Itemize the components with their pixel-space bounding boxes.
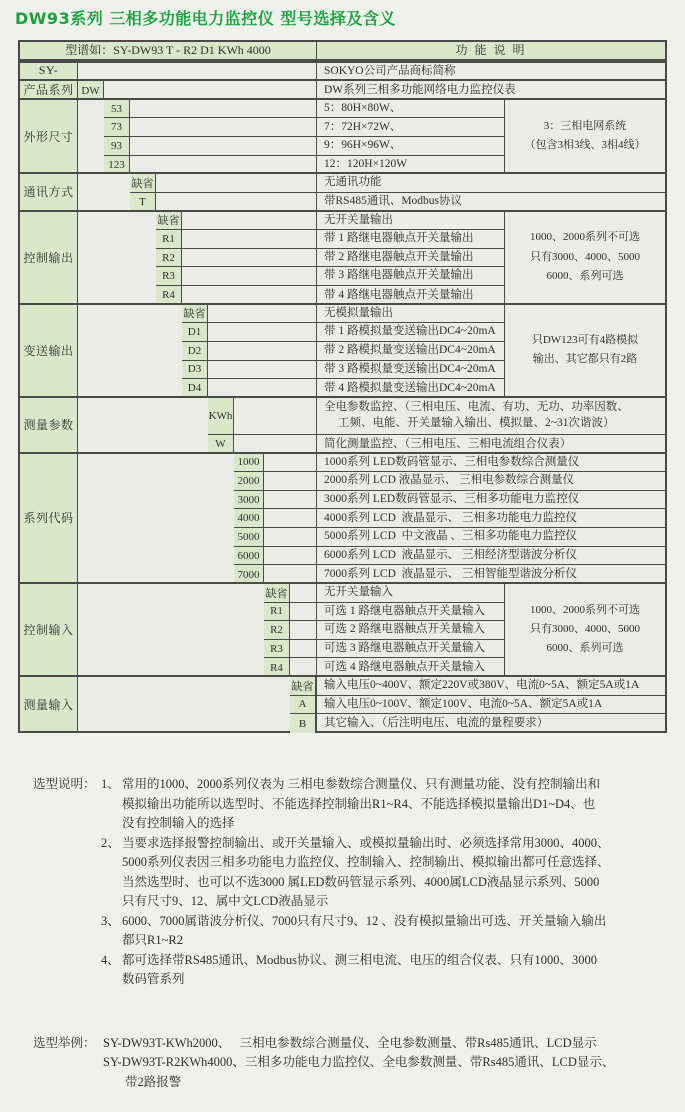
bottom-text-block [33,736,678,1112]
section-label: 系列代码 [20,454,78,582]
note-text-line: 常用的1000、2000系列仪表为 三相电参数综合测量仪、只有测量功能、没有控制输出和 [122,777,601,791]
note-item-lines [122,775,600,834]
cell-code: D3 [182,361,208,379]
desc-line: 带RS485通讯、Modbus协议 [324,195,463,208]
section-label: 测量输入 [20,677,78,731]
note-line: 1000、2000系列不可选 [530,231,640,244]
cell-desc [316,361,504,379]
cell-desc [316,323,504,341]
selection-examples [33,1034,678,1093]
section-note [504,100,665,172]
table-row [290,714,665,733]
note-text-line: 都只R1~R2 [122,933,183,947]
note-item-number: 2、 [101,835,120,850]
cell-code: 73 [104,118,130,136]
cell-code: 缺省 [130,174,156,192]
note-line: 1000、2000系列不可选 [530,603,640,616]
desc-line: 带 2 路模拟量变送输出DC4~20mA [324,343,496,356]
cell-code: B [290,714,316,733]
note-line: 输出、其它都只有2路 [532,353,638,366]
cell-code: R1 [264,603,290,621]
section-product-series [20,79,665,98]
section-measure-params [20,396,665,452]
note-line: 只DW123可有4路模拟 [531,333,639,346]
note-item [101,775,610,834]
table-row [290,696,665,715]
left-filler [78,677,290,731]
table-row [264,621,504,640]
table-row [264,584,504,603]
cell-code: 7000 [234,565,264,584]
table-row [156,249,504,268]
desc-line: 无通讯功能 [324,176,382,189]
cell-gap [290,603,316,621]
cell-code: 123 [104,156,130,175]
section-control-input [20,582,665,675]
section-label: SY- [20,63,78,80]
cell-desc [316,454,665,472]
table-row [264,640,504,659]
note-item [101,912,610,951]
cell-gap [264,509,316,527]
table-row [234,509,665,528]
note-item [101,951,610,990]
cell-desc [316,342,504,360]
section-analog-output [20,303,665,396]
cell-code: R2 [156,249,182,267]
cell-desc [316,472,665,490]
cell-desc [316,584,504,602]
note-text-line: 当然选型时、也可以不选3000 属LED数码管显示系列、4000属LCD液晶显示系列、5000 [122,874,600,889]
table-row [208,398,665,435]
note-line: 只有3000、4000、5000 [530,622,640,635]
cell-code: A [290,696,316,714]
left-filler [78,398,208,452]
table-row [182,342,504,361]
cell-gap [130,137,316,155]
notes-items [101,775,610,990]
cell-gap [208,305,316,323]
section-label: 产品系列 [20,81,78,98]
cell-code: R2 [264,621,290,639]
desc-line: 7：72H×72W、 [324,120,402,133]
cell-code: 1000 [234,454,264,472]
left-filler [78,100,104,172]
desc-line: 输入电压0~100V、额定100V、电流0~5A、额定5A或1A [324,697,603,710]
note-text-line: 模拟输出功能所以选型时、不能选择控制输出R1~R4、不能选择模拟量输出D1~D4、也 [122,796,596,811]
table-row [234,491,665,510]
left-filler [78,584,264,675]
cell-code: R4 [156,286,182,305]
table-row [290,677,665,696]
cell-gap [290,584,316,602]
cell-gap [182,230,316,248]
desc-line: 5：80H×80W、 [324,101,402,114]
cell-code: D2 [182,342,208,360]
desc-line: 可选 1 路继电器触点开关量输入 [324,604,485,617]
cell-gap [264,528,316,546]
section-note [504,305,665,396]
cell-code: 缺省 [290,677,316,695]
section-series-code [20,452,665,582]
desc-line: 3000系列 LED数码管显示、三相多功能电力监控仪 [324,492,580,505]
cell-code: 6000 [234,547,264,565]
note-line: 3：三相电网系统 [543,119,627,132]
desc-line: 可选 4 路继电器触点开关量输入 [324,660,485,673]
cell-code: 3000 [234,491,264,509]
note-text-line: 5000系列仪表因三相多功能电力监控仪、控制输入、控制输出、模拟输出都可任意选择、 [122,855,610,869]
example-line: 带2路报警 [125,1074,182,1089]
table-row [104,118,504,137]
cell-gap [182,249,316,267]
page-title: DW93系列 三相多功能电力监控仪 型号选择及含义 [15,9,396,28]
note-text-line: 6000、7000属谐波分析仪、7000只有尺寸9、12 、没有模拟量输出可选、开关量输入输出 [122,913,607,928]
cell-gap [290,640,316,658]
cell-desc [316,230,504,248]
note-line: 6000、系列可选 [546,642,624,655]
cell-desc [316,100,504,118]
desc-line: 12：120H×120W [324,158,408,171]
cell-desc [316,547,665,565]
note-text-line: 都可选择带RS485通讯、Modbus协议、测三相电流、电压的组合仪表、只有1000、3000 [122,952,598,967]
cell-code: R3 [156,267,182,285]
note-item-lines [122,951,597,990]
desc-line: 1000系列 LED数码管显示、三相电参数综合测量仪 [324,455,580,468]
note-line: 只有3000、4000、5000 [530,250,640,263]
note-text-line: 当要求选择报警控制输出、或开关量输入、或模拟量输出时、必须选择常用3000、4000、 [122,835,610,850]
section-note [504,584,665,675]
cell-gap [264,491,316,509]
cell-code: R3 [264,640,290,658]
model-selection-table [18,40,667,733]
note-item [101,834,610,912]
desc-line: 带 3 路继电器触点开关量输出 [324,269,474,282]
cell-gap [182,267,316,285]
cell-desc [316,398,665,434]
examples-label: 选型举例： [33,1035,96,1050]
cell-code: T [130,193,156,212]
desc-line: 5000系列 LCD 中文液晶 、三相多功能电力监控仪 [324,530,577,543]
section-label: 通讯方式 [20,174,78,209]
table-row [182,305,504,324]
table-row [104,100,504,119]
desc-line-2: 工频、电能、开关量输入输出、模拟量、2~31次谐波） [338,416,615,429]
table-header-row [20,42,665,61]
desc-line: 带 1 路继电器触点开关量输出 [324,232,474,245]
table-row [234,472,665,491]
table-row [130,174,665,193]
cell-code: 4000 [234,509,264,527]
table-row [104,137,504,156]
note-line: （包含3相3线、3相4线） [524,139,646,152]
note-text-line: 只有尺寸9、12、属中文LCD液晶显示 [122,894,329,908]
desc-line: 可选 2 路继电器触点开关量输入 [324,623,485,636]
selection-notes [33,775,678,990]
cell-desc [316,621,504,639]
notes-label: 选型说明： [33,777,96,791]
cell-desc [316,305,504,323]
cell-desc [316,491,665,509]
table-row [264,603,504,622]
cell-desc [316,118,504,136]
desc-line: 输入电压0~400V、额定220V或380V、电流0~5A、额定5A或1A [324,679,640,692]
desc-line: 简化测量监控、（三相电压、三相电流组合仪表） [324,437,572,450]
note-line: 6000、系列可选 [546,269,624,282]
desc-line: 无开关量输出 [324,213,393,226]
desc-line: 4000系列 LCD 液晶显示、 三相多功能电力监控仪 [324,511,577,524]
desc-line: 无模拟量输出 [324,306,393,319]
cell-desc [316,174,665,192]
desc-line: 带 2 路继电器触点开关量输出 [324,250,474,263]
section-label: 测量参数 [20,398,78,452]
note-item-number: 3、 [101,913,120,928]
cell-code: 93 [104,137,130,155]
left-filler [78,454,234,582]
desc-line: DW系列三相多功能网络电力监控仪表 [324,83,516,96]
cell-gap [264,472,316,490]
cell-desc [316,509,665,527]
cell-desc [316,696,665,714]
desc-line: 其它输入、（后注明电压、电流的量程要求） [324,716,549,729]
cell-gap [234,398,316,434]
desc-line: 无开关量输入 [324,586,393,599]
cell-code: D4 [182,379,208,398]
note-item-number: 4、 [101,952,120,967]
desc-line: 6000系列 LCD 液晶显示、 三相经济型谐波分析仪 [324,548,577,561]
cell-code: DW [78,81,104,100]
note-item-lines [122,912,606,951]
section-case-size [20,98,665,172]
left-filler [78,174,130,209]
example-line: SY-DW93T-R2KWh4000、三相多功能电力监控仪、全电参数测量、带Rs485通讯、LCD显示、 [103,1055,615,1069]
desc-line: 2000系列 LCD 液晶显示、 三相电参数综合测量仪 [324,474,575,487]
section-label: 控制输出 [20,212,78,303]
cell-gap [208,323,316,341]
cell-code: R4 [264,658,290,677]
cell-gap [208,342,316,360]
cell-gap [290,621,316,639]
cell-code: 缺省 [156,212,182,230]
left-filler [78,212,156,303]
left-filler [78,305,182,396]
cell-code: D1 [182,323,208,341]
cell-gap [156,174,316,192]
note-text-line: 没有控制输入的选择 [122,816,235,830]
table-row [182,361,504,380]
desc-line: SOKYO公司产品商标简称 [324,65,456,78]
desc-line: 带 4 路继电器触点开关量输出 [324,288,474,301]
desc-line: 带 3 路模拟量变送输出DC4~20mA [324,362,496,375]
desc-line: 带 1 路模拟量变送输出DC4~20mA [324,325,496,338]
cell-desc [316,640,504,658]
function-desc-header: 功 能 说 明 [316,42,665,59]
desc-line: 全电参数监控、（三相电压、电流、有功、无功、功率因数、 [324,401,629,414]
table-row [156,267,504,286]
model-spec-header: 型谱如：SY-DW93 T - R2 D1 KWh 4000 [65,43,271,57]
table-row [156,230,504,249]
cell-desc [316,528,665,546]
example-line: SY-DW93T-KWh2000、 三相电参数综合测量仪、全电参数测量、带Rs485通讯、LCD显示 [103,1035,597,1050]
table-row [156,212,504,231]
cell-desc [316,212,504,230]
cell-desc [316,714,665,733]
cell-desc [316,249,504,267]
cell-gap [264,547,316,565]
section-label: 变送输出 [20,305,78,396]
section-control-output [20,210,665,303]
cell-code: R1 [156,230,182,248]
section-measure-input [20,675,665,731]
desc-line: 带 4 路模拟量变送输出DC4~20mA [324,381,496,394]
table-row [234,528,665,547]
cell-desc [316,603,504,621]
cell-gap [208,361,316,379]
section-brand [20,61,665,80]
cell-gap [130,100,316,118]
note-item-number: 1、 [101,777,120,791]
desc-line: 9：96H×96W、 [324,139,402,152]
cell-code: 缺省 [182,305,208,323]
table-row [234,454,665,473]
cell-desc [316,267,504,285]
cell-code: 5000 [234,528,264,546]
cell-code: 缺省 [264,584,290,602]
cell-code: 53 [104,100,130,118]
note-text-line: 数码管系列 [122,972,185,986]
cell-gap [130,118,316,136]
desc-line: 可选 3 路继电器触点开关量输入 [324,641,485,654]
table-row [234,547,665,566]
cell-code: 2000 [234,472,264,490]
section-label: 控制输入 [20,584,78,675]
cell-desc [316,677,665,695]
section-note [504,212,665,303]
cell-desc [316,137,504,155]
section-comm-mode [20,172,665,209]
desc-line: 7000系列 LCD 液晶显示、 三相智能型谐波分析仪 [324,567,577,580]
section-label: 外形尺寸 [20,100,78,172]
cell-gap [264,454,316,472]
cell-code: W [208,435,234,454]
cell-code: KWh [208,398,234,434]
table-row [182,323,504,342]
example-lines [103,1034,614,1093]
note-item-lines [122,834,610,912]
cell-gap [182,212,316,230]
